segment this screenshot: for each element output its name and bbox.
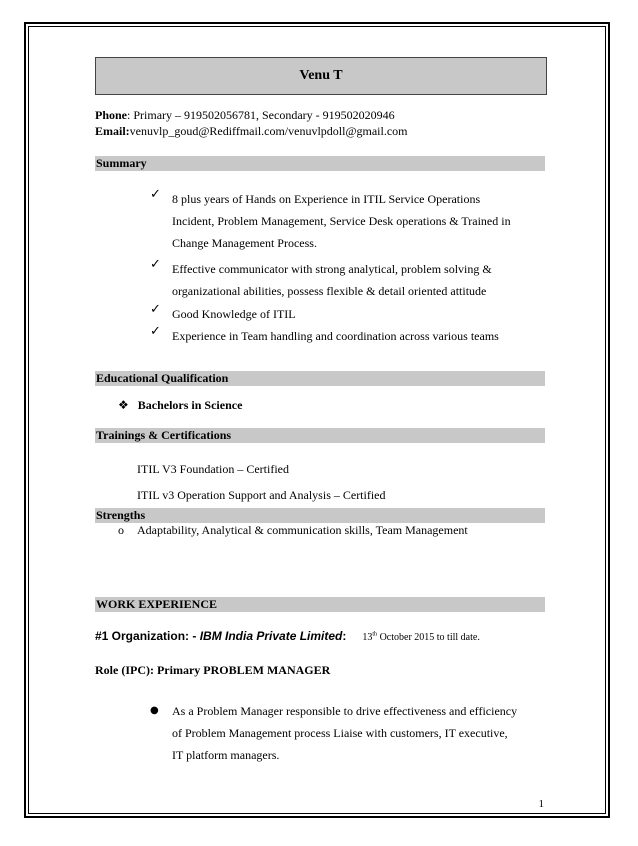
checkmark-icon: ✓ <box>150 257 161 272</box>
summary-section-header <box>95 156 545 171</box>
trainings-section-header <box>95 428 545 443</box>
email-value: venuvlp_goud@Rediffmail.com/venuvlpdoll@gmail.com <box>129 124 408 138</box>
summary-line: organizational abilities, possess flexible & detail oriented attitude <box>172 284 487 298</box>
date-rest: October 2015 to till date. <box>377 632 480 643</box>
email-line <box>95 123 408 139</box>
work-title: WORK EXPERIENCE <box>96 597 218 611</box>
checkmark-icon: ✓ <box>150 187 161 202</box>
work-bullet-line: of Problem Management process Liaise with customers, IT executive, <box>172 726 508 740</box>
checkmark-icon: ✓ <box>150 324 161 339</box>
education-item <box>118 398 242 413</box>
org-label: #1 Organization: - <box>95 629 200 643</box>
org-name: IBM India Private Limited <box>199 629 343 643</box>
organization-line <box>95 627 480 645</box>
page-number: 1 <box>538 798 544 810</box>
strengths-line <box>118 523 468 538</box>
email-label: Email: <box>95 124 130 138</box>
summary-line: Change Management Process. <box>172 236 317 250</box>
phone-line <box>95 107 395 123</box>
date-suffix: th <box>372 631 378 638</box>
strengths-section-header <box>95 508 545 523</box>
training-item: ITIL V3 Foundation – Certified <box>137 462 289 476</box>
education-degree: Bachelors in Science <box>137 398 243 412</box>
trainings-title: Trainings & Certifications <box>96 428 232 442</box>
summary-line: Effective communicator with strong analytical, problem solving & <box>172 262 492 276</box>
work-bullet-line: As a Problem Manager responsible to drive effectiveness and efficiency <box>172 704 518 718</box>
summary-line: Good Knowledge of ITIL <box>172 307 296 321</box>
summary-title: Summary <box>96 156 147 170</box>
date-day: 13 <box>362 632 373 643</box>
role-line: Role (IPC): Primary PROBLEM MANAGER <box>95 663 331 677</box>
phone-value: : Primary – 919502056781, Secondary - 919502020946 <box>127 108 395 122</box>
name-header <box>95 57 547 95</box>
candidate-name: Venu T <box>299 68 343 83</box>
summary-line: 8 plus years of Hands on Experience in ITIL Service Operations <box>172 192 481 206</box>
employment-dates <box>362 632 479 643</box>
checkmark-icon: ✓ <box>150 302 161 317</box>
education-section-header <box>95 371 545 386</box>
diamond-bullet-icon: ❖ <box>118 398 129 412</box>
strengths-title: Strengths <box>96 508 146 522</box>
page-border-inner <box>28 26 606 814</box>
work-bullet-line: IT platform managers. <box>172 748 280 762</box>
summary-line: Experience in Team handling and coordination across various teams <box>172 329 499 343</box>
bullet-dot-icon: ● <box>150 705 159 716</box>
phone-label: Phone <box>95 108 128 122</box>
org-colon: : <box>342 629 347 643</box>
strengths-bullet: o <box>118 523 124 537</box>
strengths-text: Adaptability, Analytical & communication skills, Team Management <box>137 523 468 537</box>
education-title: Educational Qualification <box>96 371 229 385</box>
summary-line: Incident, Problem Management, Service Desk operations & Trained in <box>172 214 511 228</box>
training-item: ITIL v3 Operation Support and Analysis – Certified <box>137 488 386 502</box>
work-section-header <box>95 597 545 612</box>
